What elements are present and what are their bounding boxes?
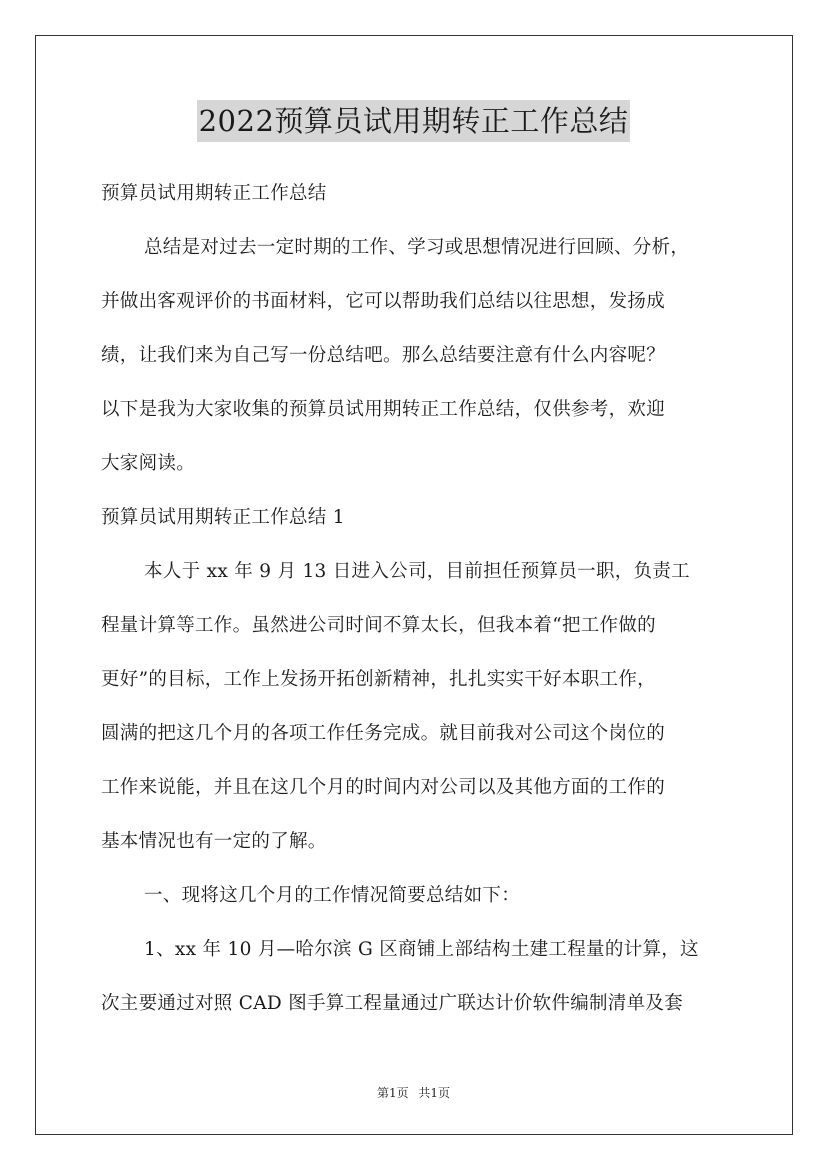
paragraph-line: 工作来说能，并且在这几个月的时间内对公司以及其他方面的工作的	[101, 777, 666, 798]
paragraph-line: 总结是对过去一定时期的工作、学习或思想情况进行回顾、分析，	[144, 237, 690, 258]
section-heading: 预算员试用期转正工作总结	[101, 183, 327, 204]
page-total: 共1页	[418, 1086, 451, 1100]
paragraph-line: 基本情况也有一定的了解。	[101, 831, 327, 852]
page-footer	[0, 1084, 827, 1101]
document-body	[101, 172, 741, 1036]
paragraph-line: 大家阅读。	[101, 453, 196, 474]
paragraph-line: 绩，让我们来为自己写一份总结吧。那么总结要注意有什么内容呢？	[101, 345, 666, 366]
paragraph-line: 更好”的目标，工作上发扬开拓创新精神，扎扎实实干好本职工作，	[101, 669, 656, 690]
page-number: 第1页	[376, 1086, 409, 1100]
section-heading: 预算员试用期转正工作总结 1	[101, 507, 345, 528]
paragraph-line: 1、xx 年 10 月—哈尔滨 G 区商铺上部结构土建工程量的计算，这	[144, 939, 699, 960]
paragraph-line: 圆满的把这几个月的各项工作任务完成。就目前我对公司这个岗位的	[101, 723, 666, 744]
paragraph-line: 以下是我为大家收集的预算员试用期转正工作总结，仅供参考，欢迎	[101, 399, 666, 420]
paragraph-line: 程量计算等工作。虽然进公司时间不算太长，但我本着“把工作做的	[101, 615, 656, 636]
paragraph-line: 次主要通过对照 CAD 图手算工程量通过广联达计价软件编制清单及套	[101, 993, 684, 1014]
paragraph-line: 本人于 xx 年 9 月 13 日进入公司，目前担任预算员一职，负责工	[144, 561, 690, 582]
document-title: 2022预算员试用期转正工作总结	[197, 100, 631, 142]
paragraph-line: 一、现将这几个月的工作情况简要总结如下：	[144, 885, 521, 906]
title-container	[0, 100, 827, 142]
paragraph-line: 并做出客观评价的书面材料，它可以帮助我们总结以往思想，发扬成	[101, 291, 666, 312]
